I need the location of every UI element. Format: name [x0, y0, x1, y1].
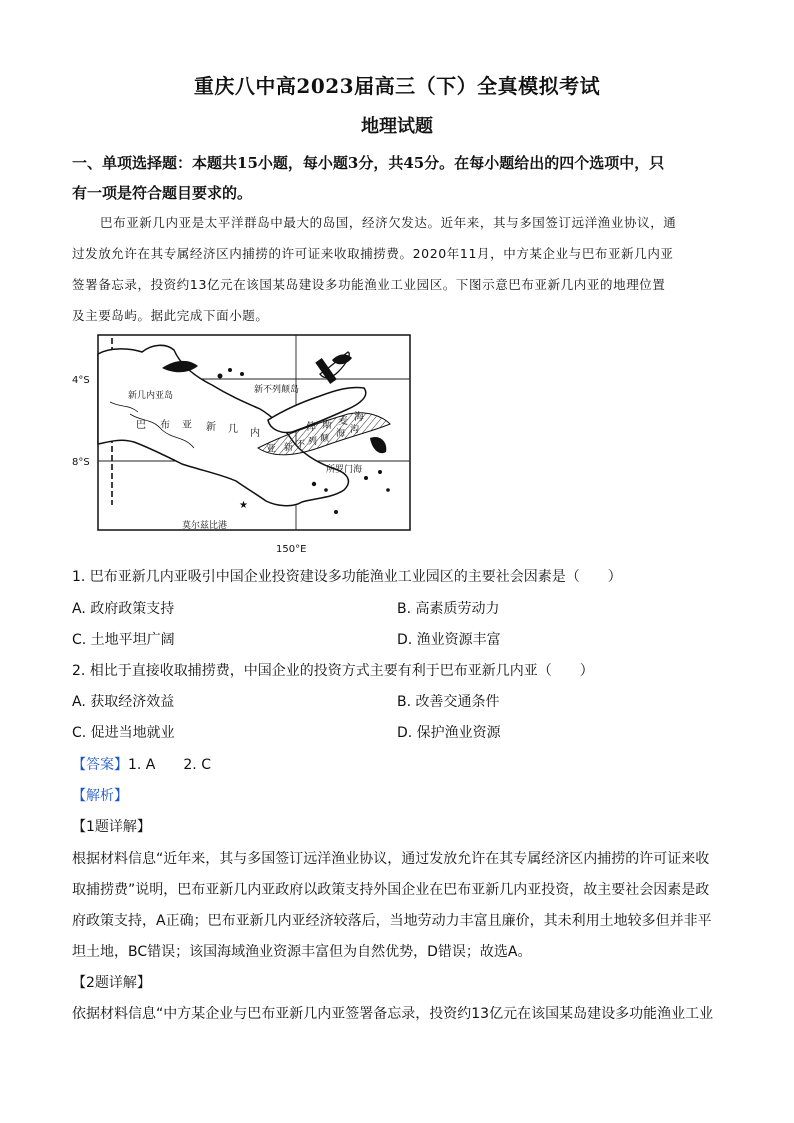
question-1-option-d[interactable]: D. 渔业资源丰富 [397, 632, 501, 648]
question-1-stem: 1. 巴布亚新几内亚吸引中国企业投资建设多功能渔业工业园区的主要社会因素是（ ） [72, 569, 622, 585]
answer-label: 【答案】 [72, 757, 128, 773]
passage-line-2: 过发放允许在其专属经济区内捕捞的许可证来收取捕捞费。2020年11月，中方某企业与巴布亚新几内亚 [72, 246, 674, 261]
label-trench-5: 海 [336, 429, 346, 439]
label-png-2: 布 [160, 420, 170, 431]
label-png-4: 新 [206, 422, 216, 433]
lat-8s-label: 8°S [72, 457, 90, 468]
island-dot [334, 510, 338, 514]
q1-detail-line-1: 根据材料信息“近年来，其与多国签订远洋渔业协议，通过发放允许在其专属经济区内捕捞的许可证来收 [72, 851, 710, 867]
label-trench-6: 沟 [350, 425, 360, 435]
passage-line-1: 巴布亚新几内亚是太平洋群岛中最大的岛国，经济欠发达。近年来，其与多国签订远洋渔业协议，通 [100, 215, 677, 230]
island-dot [218, 374, 223, 379]
q2-detail-line-1: 依据材料信息“中方某企业与巴布亚新几内亚签署备忘录，投资约13亿元在该国某岛建设多功能渔业工业 [72, 1006, 714, 1022]
question-2-option-d[interactable]: D. 保护渔业资源 [397, 725, 501, 741]
label-png-7: 亚 [266, 444, 276, 455]
subject-title: 地理试题 [361, 116, 433, 137]
lat-4s-label: 4°S [72, 375, 90, 386]
label-bismarck-sea-2: 斯 [322, 420, 332, 431]
q1-detail-label: 【1题详解】 [72, 819, 151, 835]
island-dot [228, 368, 232, 372]
island-dot [240, 372, 244, 376]
label-port-moresby: 莫尔兹比港 [182, 521, 228, 531]
passage-line-4: 及主要岛屿。据此完成下面小题。 [72, 308, 269, 323]
section-heading-line2: 有一项是符合题目要求的。 [72, 184, 253, 202]
q1-detail-line-2: 取捕捞费”说明，巴布亚新几内亚政府以政策支持外国企业在巴布亚新几内亚投资，故主要社会因素是政 [72, 882, 710, 898]
island-dot [378, 470, 382, 474]
label-bismarck-sea-3: 麦 [338, 416, 348, 427]
label-new-guinea-island: 新几内亚岛 [128, 391, 174, 401]
exam-title: 重庆八中高2023届高三（下）全真模拟考试 [193, 74, 601, 98]
question-2-option-a[interactable]: A. 获取经济效益 [72, 694, 175, 710]
port-moresby-star: ★ [239, 500, 248, 511]
section-heading-line1: 一、单项选择题：本题共15小题，每小题3分，共45分。在每小题给出的四个选项中，只 [72, 154, 665, 172]
lon-150e-label: 150°E [276, 544, 307, 555]
label-png-5: 几 [228, 424, 238, 435]
island-dot [324, 488, 328, 492]
label-trench-3: 列 [308, 437, 318, 447]
question-2-option-c[interactable]: C. 促进当地就业 [72, 725, 175, 741]
label-png-6: 内 [250, 428, 260, 439]
answer-value: 1. A 2. C [128, 757, 211, 773]
label-solomon-sea: 所罗门海 [326, 465, 363, 475]
question-1-option-b[interactable]: B. 高素质劳动力 [397, 601, 500, 617]
label-png-1: 巴 [136, 420, 146, 431]
island-dot [364, 476, 368, 480]
q1-detail-line-3: 府政策支持，A正确；巴布亚新几内亚经济较落后，当地劳动力丰富且廉价，其未利用土地较多但并非平 [72, 913, 712, 929]
label-trench-1: 新 [284, 443, 294, 453]
question-2-stem: 2. 相比于直接收取捕捞费，中国企业的投资方式主要有利于巴布亚新几内亚（ ） [72, 663, 594, 679]
question-1-option-c[interactable]: C. 土地平坦广阔 [72, 632, 175, 648]
island-dot [312, 482, 316, 486]
q2-detail-label: 【2题详解】 [72, 975, 151, 991]
label-trench-4: 颠 [320, 434, 330, 444]
question-2-option-b[interactable]: B. 改善交通条件 [397, 694, 500, 710]
label-bismarck-sea-1: 俾 [306, 422, 316, 433]
label-new-britain: 新不列颠岛 [254, 385, 300, 395]
label-png-3: 亚 [182, 420, 192, 431]
q1-detail-line-4: 坦土地，BC错误；该国海域渔业资源丰富但为自然优势，D错误；故选A。 [72, 944, 532, 960]
question-1-option-a[interactable]: A. 政府政策支持 [72, 601, 175, 617]
png-location-map [70, 330, 420, 560]
label-bismarck-sea-4: 海 [354, 412, 364, 423]
island-dot [386, 488, 390, 492]
label-trench-2: 不 [296, 440, 306, 450]
answer-row [72, 754, 722, 774]
passage-line-3: 签署备忘录，投资约13亿元在该国某岛建设多功能渔业工业园区。下图示意巴布亚新几内亚的地理位置 [72, 277, 666, 292]
analysis-label: 【解析】 [72, 788, 128, 804]
